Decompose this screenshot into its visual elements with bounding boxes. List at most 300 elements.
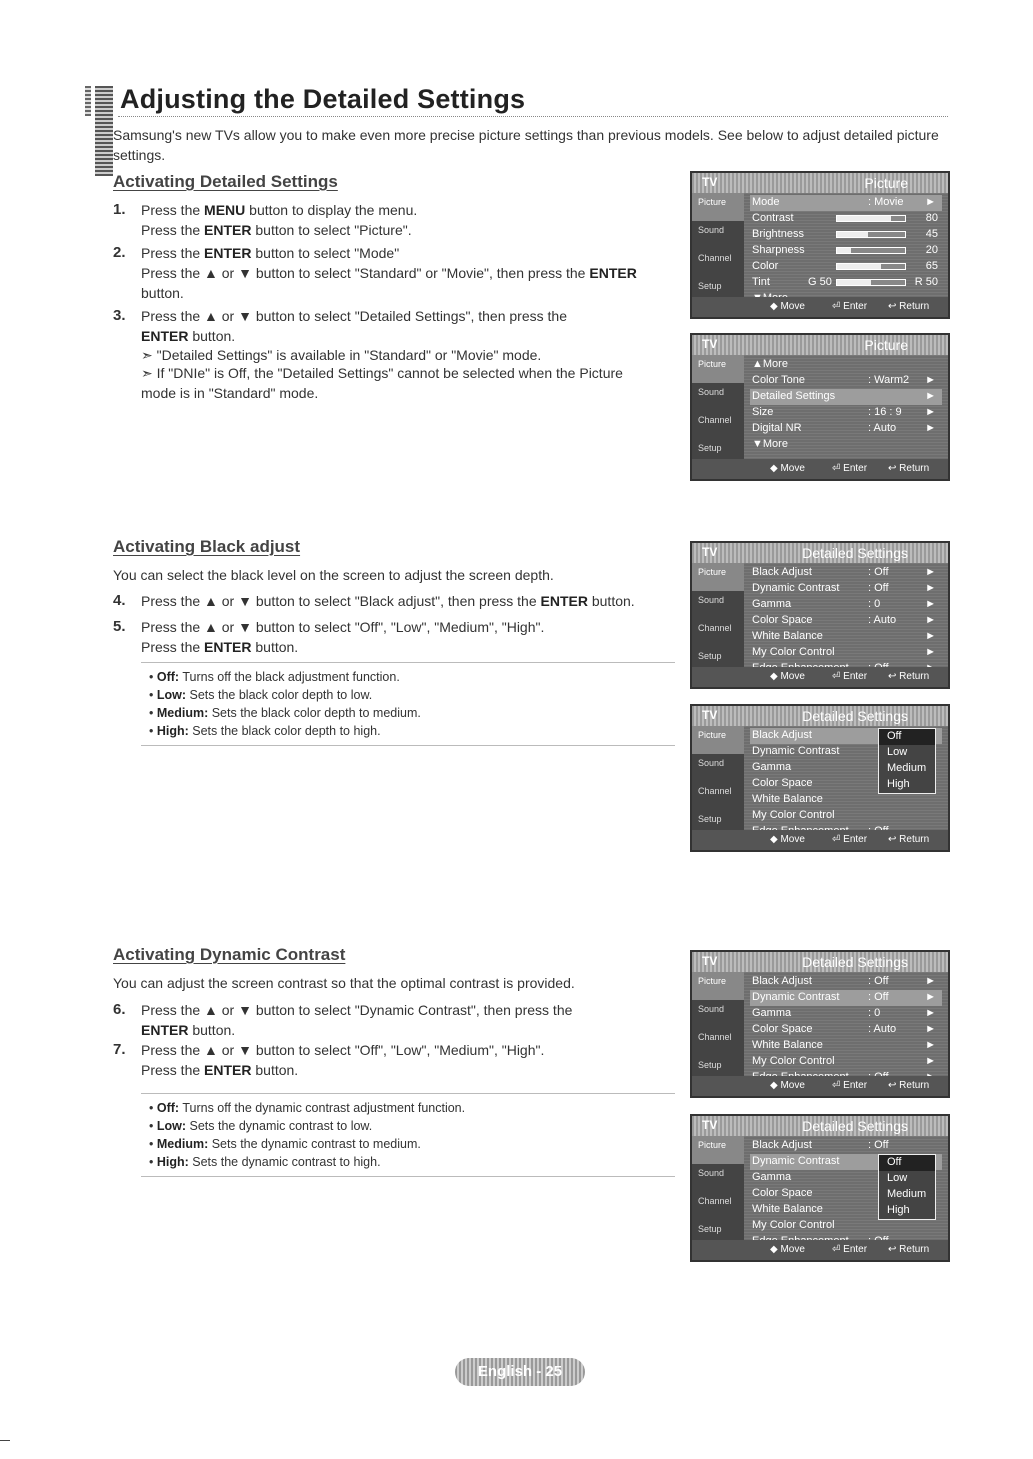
tv-osd-black-adjust-options [690,704,950,852]
tv-osd-picture-menu [690,171,950,319]
osd-menu-row [750,565,942,581]
osd-level-bar [836,263,906,270]
note-dnie: ➣ If "DNIe" is Off, the "Detailed Settings" cannot be selected when the Picture mode is in "Standard" mode. [141,365,623,401]
osd-sidebar-item: Picture [692,563,744,591]
button-name: ENTER [204,245,252,261]
instruction-text: button. [188,328,236,344]
osd-sidebar-item: Setup [698,1224,722,1234]
osd-footer [692,297,948,317]
osd-level-fill [837,216,891,221]
osd-menu-row [750,1218,942,1234]
chevron-right-icon: ► [925,374,936,386]
osd-row-label: Dynamic Contrast [752,745,840,757]
osd-row-label: ▼More [752,438,788,450]
osd-menu-row [750,974,942,990]
osd-header [692,543,948,563]
osd-row-value: 65 [925,260,938,272]
osd-menu [750,565,942,677]
osd-header [692,1116,948,1136]
osd-footer-return: ↩ Return [888,463,930,474]
osd-sidebar-item: Sound [698,225,725,235]
chevron-right-icon: ► [925,630,936,642]
option-item [141,668,675,686]
chevron-right-icon: ► [925,422,936,434]
osd-footer [692,667,948,687]
osd-menu-row [750,597,942,613]
instruction-text: Press the [141,245,205,261]
osd-row-label: Detailed Settings [752,390,836,402]
osd-row-value: : Auto [868,1023,897,1035]
button-name: MENU [204,202,246,218]
osd-sidebar [692,563,744,667]
option-item [141,686,675,704]
osd-sidebar-item: Picture [692,972,744,1000]
osd-row-value: : 0 [868,598,881,610]
osd-header [692,706,948,726]
option-item [141,1117,675,1135]
osd-sidebar [692,1136,744,1240]
osd-footer [692,1240,948,1260]
osd-footer-enter: ⏎ Enter [832,463,868,474]
bullet-icon: • [149,706,157,720]
osd-row-value: : Warm2 [868,374,910,386]
instruction-text: Press the ▲ or ▼ button to select "Standard" or "Movie", then press the [141,265,590,281]
step-line [141,243,661,263]
osd-row-value: : Off [868,975,889,987]
osd-footer-move: ◆ Move [770,1244,805,1255]
osd-footer-move: ◆ Move [770,834,805,845]
chevron-right-icon: ► [925,646,936,658]
osd-menu-row [750,1022,942,1038]
osd-popup-option: Medium [887,762,927,774]
chevron-right-icon: ► [925,1055,936,1067]
osd-sidebar-item: Setup [698,443,722,453]
chevron-right-icon: ► [925,975,936,987]
osd-row-label: Color Space [752,1023,813,1035]
bullet-icon: • [149,1137,157,1151]
button-name: ENTER [204,222,252,238]
osd-row-value: : 16 : 9 [868,406,902,418]
step-3 [113,306,611,346]
osd-row-label: Dynamic Contrast [752,1155,840,1167]
osd-row-label: ▲More [752,358,788,370]
note-availability: ➣ "Detailed Settings" is available in "Standard" or "Movie" mode. [141,347,542,363]
dynamic-contrast-options [141,1093,675,1177]
osd-menu-row [750,259,942,275]
osd-header [692,335,948,355]
bullet-icon: • [149,1101,157,1115]
bullet-icon: • [149,688,157,702]
osd-level-fill [837,232,868,237]
black-adjust-options [141,662,675,746]
osd-menu-row [750,275,942,291]
osd-footer-return: ↩ Return [888,1080,930,1091]
osd-title: Picture [864,337,908,353]
bullet-icon: • [149,670,157,684]
step-line [141,306,611,346]
page-intro: Samsung's new TVs allow you to make even more precise picture settings than previous models. See below to adjust detailed picture settings. [113,127,939,163]
button-name: ENTER [540,593,588,609]
osd-row-value: 20 [925,244,938,256]
osd-footer-move: ◆ Move [770,671,805,682]
osd-menu-row [750,629,942,645]
title-accent-bar-left [85,86,91,116]
osd-menu-row [750,792,942,808]
osd-sidebar-item: Channel [698,1032,732,1042]
step-line: Press the ▲ or ▼ button to select "Off", "Low", "Medium", "High". [141,1042,545,1058]
dynamic-contrast-intro: You can adjust the screen contrast so that the optimal contrast is provided. [113,975,575,991]
osd-footer [692,830,948,850]
osd-menu-row [750,437,942,453]
osd-sidebar-item: Picture [692,355,744,383]
bullet-icon: • [149,1155,157,1169]
option-desc: Sets the black color depth to medium. [208,706,421,720]
osd-menu [750,195,942,307]
osd-sidebar-item: Sound [698,1004,725,1014]
osd-sidebar-item: Setup [698,1060,722,1070]
option-desc: Turns off the dynamic contrast adjustment function. [179,1101,466,1115]
osd-row-value: : Off [868,566,889,578]
osd-row-value: : Off [868,991,889,1003]
chevron-right-icon: ► [925,1039,936,1051]
step-1 [113,200,661,240]
osd-row-value: : Auto [868,614,897,626]
tv-osd-detailed-settings [690,541,950,689]
osd-row-label: Tint [752,276,770,288]
osd-menu-row [750,373,942,389]
option-desc: Sets the dynamic contrast to high. [188,1155,381,1169]
osd-footer-move: ◆ Move [770,1080,805,1091]
osd-menu-row [750,357,942,373]
step-7 [113,1040,681,1080]
osd-sidebar-item: Channel [698,786,732,796]
osd-option-popup [878,1154,936,1220]
chevron-right-icon: ► [925,566,936,578]
osd-sidebar-item: Sound [698,595,725,605]
osd-sidebar [692,355,744,459]
title-accent-bar [95,86,113,176]
osd-sidebar [692,972,744,1076]
option-key: Low: [156,1119,187,1133]
osd-sidebar-item: Channel [698,253,732,263]
instruction-text: button to display the menu. [245,202,418,218]
osd-row-label: My Color Control [752,646,835,658]
osd-menu-row [750,581,942,597]
osd-row-label: Color [752,260,779,272]
osd-header [692,173,948,193]
osd-row-label: Brightness [752,228,804,240]
option-item [141,1099,675,1117]
bullet-icon: • [149,724,157,738]
instruction-text: button to select "Mode" [251,245,400,261]
osd-popup-option: High [887,778,910,790]
osd-row-label: Black Adjust [752,1139,812,1151]
osd-menu-row [750,421,942,437]
chevron-right-icon: ► [925,598,936,610]
osd-title: Detailed Settings [802,1118,908,1134]
osd-menu-row [750,808,942,824]
chevron-right-icon: ► [925,991,936,1003]
osd-footer-return: ↩ Return [888,834,930,845]
osd-row-label: Dynamic Contrast [752,991,840,1003]
osd-row-label: Color Tone [752,374,805,386]
bullet-icon: • [149,1119,157,1133]
osd-menu-row [750,1038,942,1054]
step-number: 3. [113,307,126,324]
osd-popup-option: Medium [887,1188,927,1200]
osd-tint-left: G 50 [808,276,832,288]
osd-row-label: Color Space [752,614,813,626]
step-number: 7. [113,1041,126,1058]
osd-footer-enter: ⏎ Enter [832,301,868,312]
instruction-text: button. [251,1062,299,1078]
option-key: Off: [156,1101,180,1115]
osd-menu-row [750,1006,942,1022]
osd-title: Detailed Settings [802,708,908,724]
option-key: High: [156,724,189,738]
osd-footer-move: ◆ Move [770,463,805,474]
black-adjust-intro: You can select the black level on the screen to adjust the screen depth. [113,567,554,583]
option-desc: Sets the dynamic contrast to medium. [208,1137,421,1151]
osd-header [692,952,948,972]
osd-footer-return: ↩ Return [888,1244,930,1255]
osd-row-value: 45 [925,228,938,240]
option-desc: Sets the black color depth to low. [186,688,373,702]
osd-footer [692,1076,948,1096]
osd-sidebar-item: Channel [698,1196,732,1206]
instruction-text: button. [251,639,299,655]
osd-menu-row [750,243,942,259]
option-item [141,722,675,740]
chevron-right-icon: ► [925,614,936,626]
section-heading-dynamic-contrast: Activating Dynamic Contrast [113,945,346,964]
osd-sidebar-item: Sound [698,758,725,768]
button-name: ENTER [204,1062,252,1078]
osd-level-fill [837,248,851,253]
osd-row-value: : Off [868,582,889,594]
option-key: High: [156,1155,189,1169]
instruction-text: Press the [141,1062,205,1078]
osd-row-value: : Auto [868,422,897,434]
option-item [141,1135,675,1153]
osd-row-label: White Balance [752,630,823,642]
osd-sidebar-item: Setup [698,281,722,291]
osd-footer-return: ↩ Return [888,671,930,682]
osd-popup-option: High [887,1204,910,1216]
option-desc: Sets the black color depth to high. [188,724,381,738]
osd-row-label: Gamma [752,1171,792,1183]
section-heading-black-adjust: Activating Black adjust [113,537,301,556]
step-4 [113,591,681,611]
osd-row-label: Color Space [752,1187,813,1199]
osd-sidebar-item: Sound [698,387,725,397]
osd-menu-row [750,1054,942,1070]
step-number: 5. [113,618,126,635]
osd-menu-row [750,195,942,211]
option-key: Low: [156,688,187,702]
osd-row-value: : Movie [868,196,904,208]
osd-row-label: My Color Control [752,1055,835,1067]
osd-menu-row [750,1138,942,1154]
chevron-right-icon: ► [925,1007,936,1019]
chevron-right-icon: ► [925,1023,936,1035]
option-item [141,704,675,722]
osd-row-label: Black Adjust [752,566,812,578]
button-name: ENTER [141,328,189,344]
osd-sidebar-item: Sound [698,1168,725,1178]
chevron-right-icon: ► [925,406,936,418]
osd-level-fill [837,264,881,269]
instruction-text: button. [141,285,184,301]
osd-sidebar-item: Channel [698,415,732,425]
osd-row-label: Dynamic Contrast [752,582,840,594]
osd-footer-move: ◆ Move [770,301,805,312]
osd-level-fill [837,280,871,285]
osd-level-bar [836,215,906,222]
osd-tv-label: TV [702,1118,718,1132]
step-line: Press the ▲ or ▼ button to select "Off", "Low", "Medium", "High". [141,619,545,635]
chevron-right-icon: ► [925,582,936,594]
chevron-right-icon: ► [925,390,936,402]
osd-menu-row [750,389,942,405]
osd-popup-option: Low [887,746,908,758]
osd-level-bar [836,231,906,238]
osd-tv-label: TV [702,337,718,351]
option-key: Medium: [156,706,209,720]
step-number: 1. [113,201,126,218]
osd-level-bar [836,247,906,254]
crop-mark [0,1440,10,1441]
osd-menu-row [750,613,942,629]
osd-row-label: White Balance [752,1039,823,1051]
osd-row-value: 80 [925,212,938,224]
instruction-text: Press the ▲ or ▼ button to select "Black adjust", then press the [141,593,541,609]
step-2 [113,243,661,303]
osd-menu-row [750,990,942,1006]
option-desc: Sets the dynamic contrast to low. [186,1119,373,1133]
chevron-right-icon: ► [925,196,936,208]
option-desc: Turns off the black adjustment function. [179,670,400,684]
osd-sidebar-item: Channel [698,623,732,633]
osd-sidebar-item: Picture [692,193,744,221]
button-name: ENTER [589,265,637,281]
option-list [141,663,675,745]
step-line [141,591,681,611]
osd-menu-row [750,645,942,661]
step-line [141,200,661,220]
osd-row-label: Contrast [752,212,794,224]
osd-row-label: Black Adjust [752,729,812,741]
osd-title: Detailed Settings [802,954,908,970]
osd-popup-option: Off [879,729,935,745]
osd-option-popup [878,728,936,794]
instruction-text: Press the [141,222,205,238]
option-item [141,1153,675,1171]
osd-sidebar [692,726,744,830]
osd-tv-label: TV [702,708,718,722]
osd-title: Detailed Settings [802,545,908,561]
osd-tv-label: TV [702,954,718,968]
osd-menu [750,357,942,453]
option-key: Off: [156,670,180,684]
tv-osd-dynamic-contrast-options [690,1114,950,1262]
osd-row-label: Gamma [752,1007,792,1019]
step-number: 2. [113,244,126,261]
page-title: Adjusting the Detailed Settings [120,84,526,114]
osd-footer-enter: ⏎ Enter [832,834,868,845]
osd-menu-row [750,211,942,227]
tv-osd-picture-more-menu [690,333,950,481]
instruction-text: Press the ▲ or ▼ button to select "Dynamic Contrast", then press the [141,1002,573,1018]
page-number-badge: English - 25 [455,1358,585,1386]
osd-footer-return: ↩ Return [888,301,930,312]
osd-row-label: Size [752,406,774,418]
section-heading-detailed-settings: Activating Detailed Settings [113,172,338,191]
osd-popup-option: Off [879,1155,935,1171]
step-number: 6. [113,1001,126,1018]
osd-sidebar-item: Picture [692,1136,744,1164]
osd-popup-option: Low [887,1172,908,1184]
step-line [141,263,661,303]
osd-row-label: Gamma [752,761,792,773]
osd-footer [692,459,948,479]
osd-footer-enter: ⏎ Enter [832,1244,868,1255]
option-list [141,1094,675,1176]
tv-osd-detailed-settings-2 [690,950,950,1098]
osd-footer-enter: ⏎ Enter [832,1080,868,1091]
step-line [141,637,681,657]
osd-row-label: Mode [752,196,780,208]
option-key: Medium: [156,1137,209,1151]
instruction-text: button. [587,593,635,609]
osd-sidebar-item: Picture [692,726,744,754]
osd-tv-label: TV [702,175,718,189]
step-line [141,1000,611,1040]
osd-row-label: Gamma [752,598,792,610]
osd-level-bar [836,279,906,286]
instruction-text: Press the [141,202,205,218]
instruction-text: button. [188,1022,236,1038]
osd-tv-label: TV [702,545,718,559]
osd-menu-row [750,227,942,243]
osd-menu [750,974,942,1086]
button-name: ENTER [141,1022,189,1038]
osd-sidebar-item: Setup [698,651,722,661]
osd-row-label: My Color Control [752,809,835,821]
osd-row-label: White Balance [752,1203,823,1215]
instruction-text: button to select "Picture". [251,222,412,238]
instruction-text: Press the [141,639,205,655]
osd-sidebar [692,193,744,297]
step-number: 4. [113,592,126,609]
osd-row-label: My Color Control [752,1219,835,1231]
osd-sidebar-item: Setup [698,814,722,824]
osd-row-value: R 50 [914,276,938,288]
step-6 [113,1000,611,1040]
osd-row-label: Black Adjust [752,975,812,987]
osd-footer-enter: ⏎ Enter [832,671,868,682]
button-name: ENTER [204,639,252,655]
osd-row-label: Digital NR [752,422,802,434]
step-line [141,220,661,240]
osd-menu-row [750,405,942,421]
osd-row-value: : 0 [868,1007,881,1019]
osd-title: Picture [864,175,908,191]
osd-row-label: Color Space [752,777,813,789]
title-rule [118,116,948,117]
osd-row-label: White Balance [752,793,823,805]
osd-row-value: : Off [868,1139,889,1151]
